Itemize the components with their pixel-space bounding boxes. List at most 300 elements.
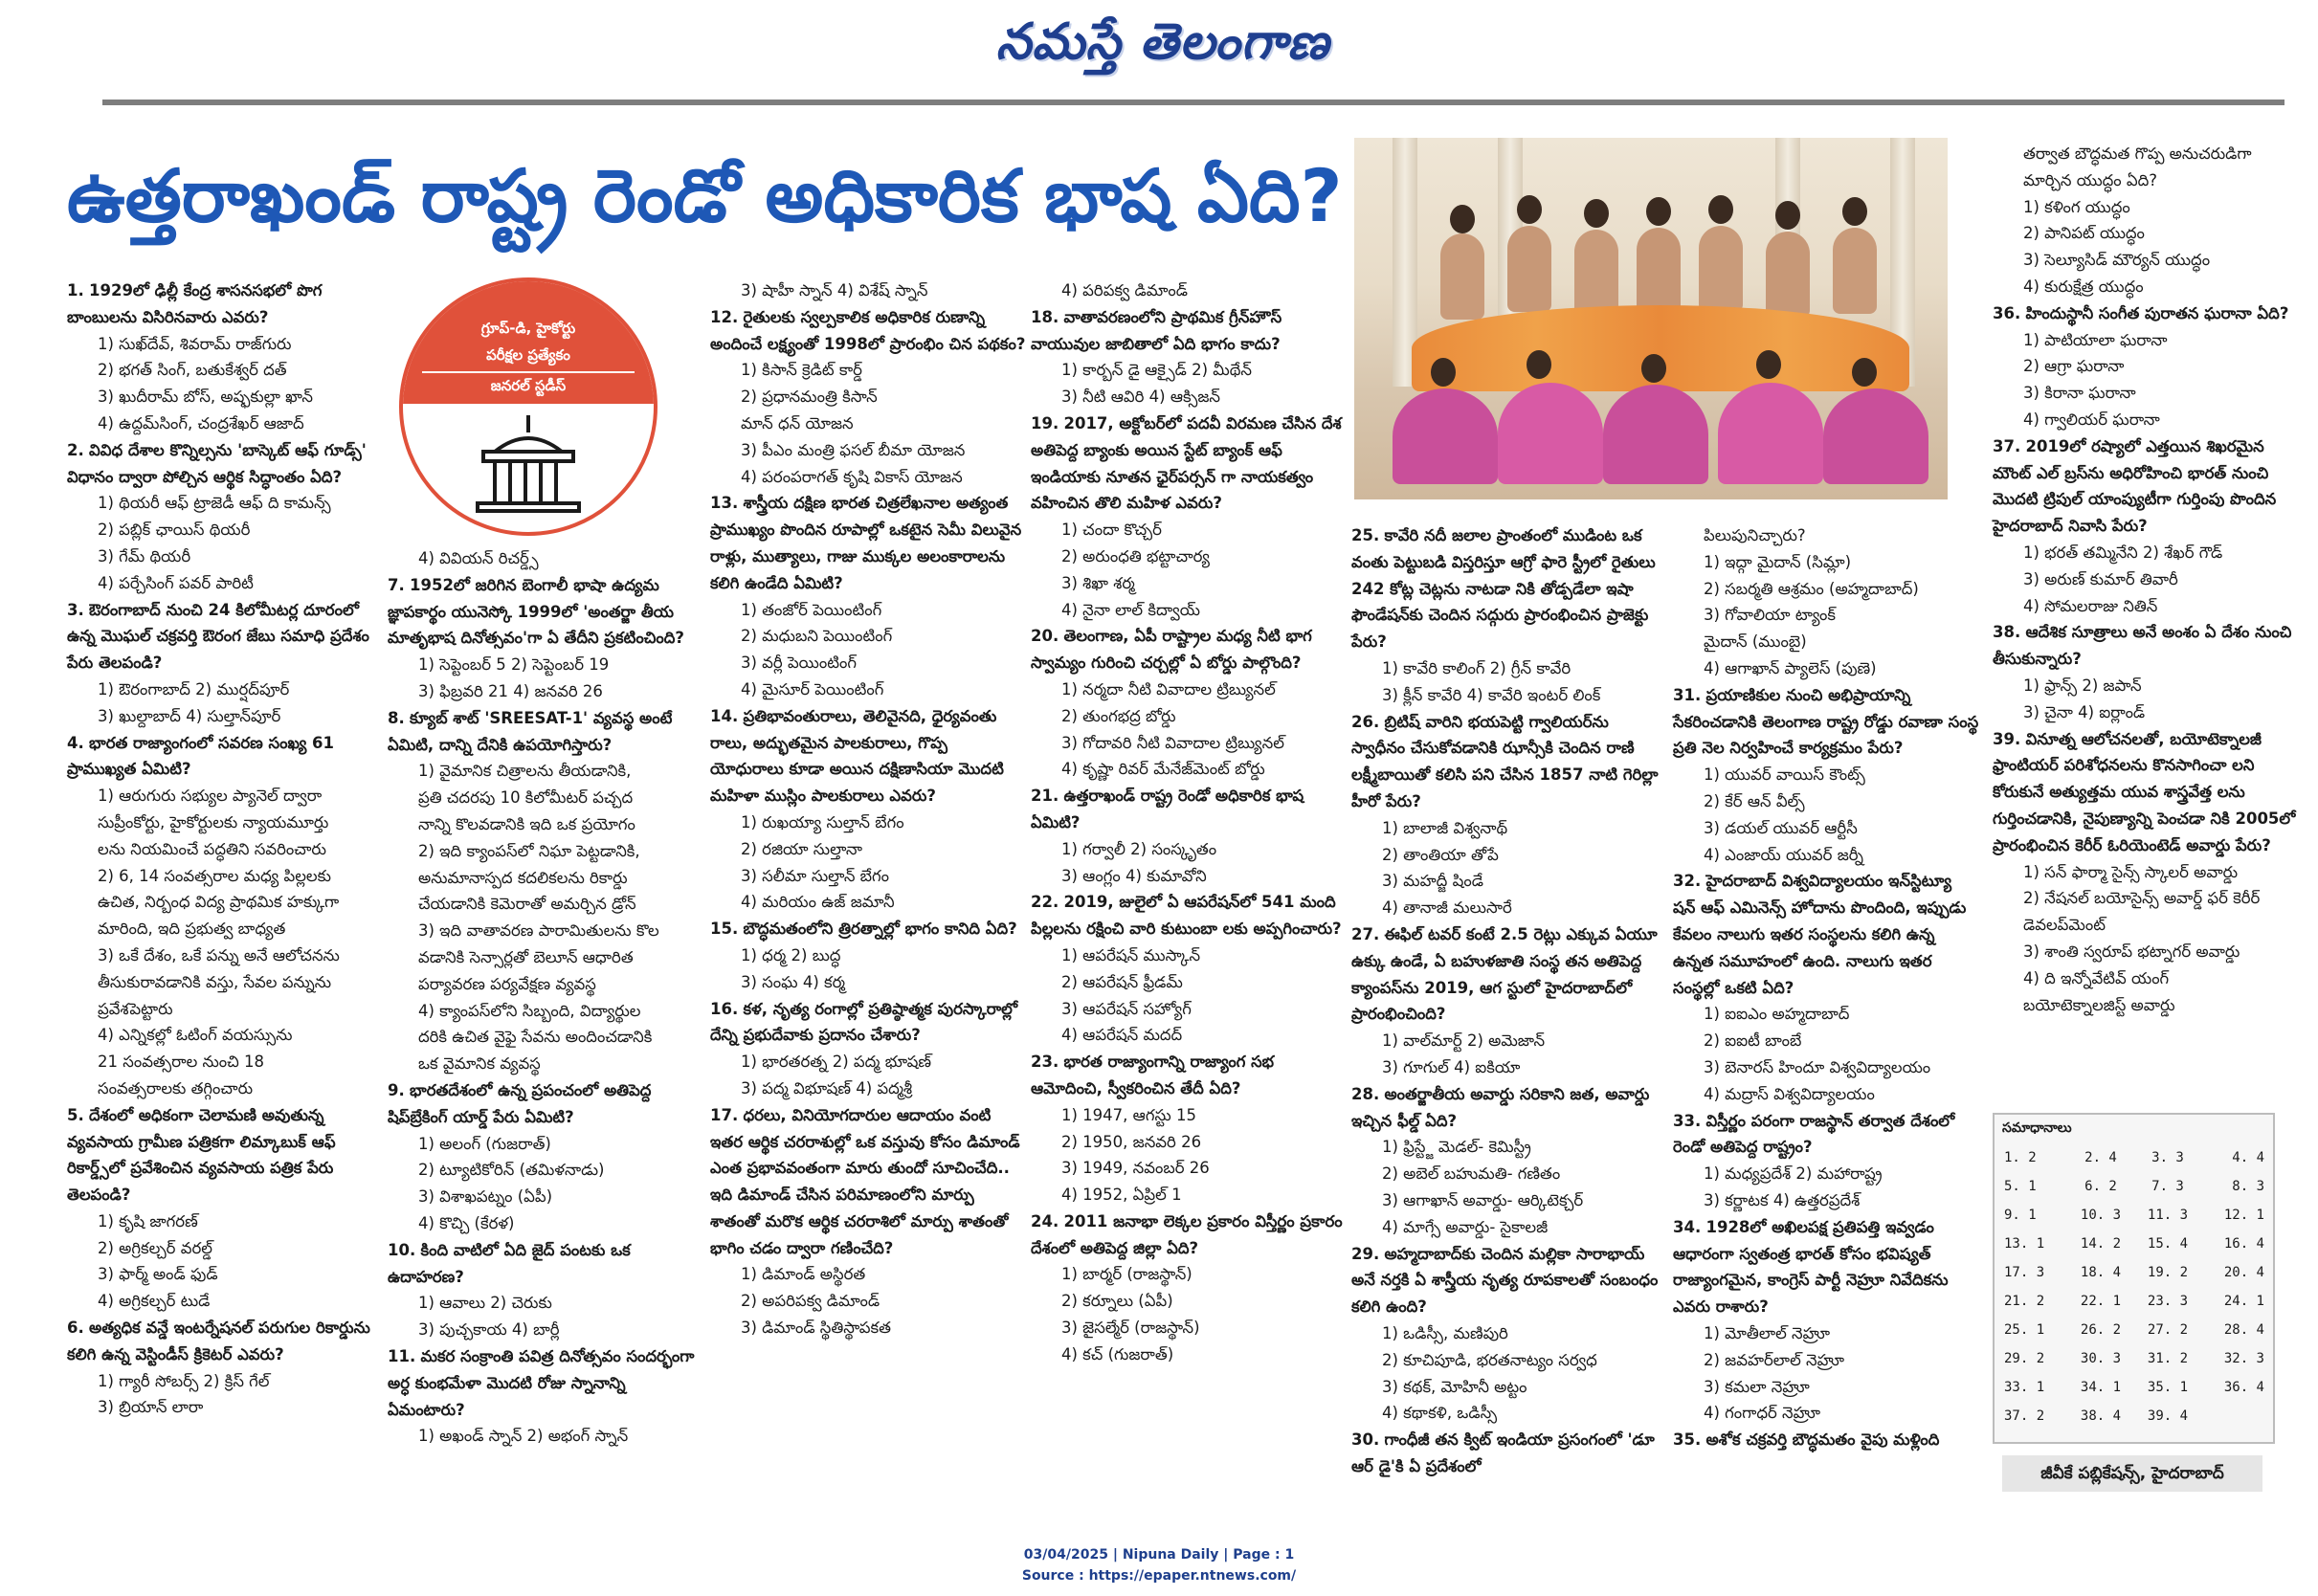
question-stem: వివిధ దేశాల కొన్నిల్సను 'బాస్కెట్ ఆఫ్ గూడ్స్' విధానం ద్వారా పోల్చిన ఆర్థిక సిద్ధాంతం ఏది? <box>67 440 367 486</box>
question-stem: 1952లో జరిగిన బెంగాలీ భాషా ఉద్యమ జ్ఞాపకార్థం యునెస్కో 1999లో 'అంతర్జా తీయ మాతృభాష దినోత్సవం'గా ఏ తేదీని ప్రకటించింది? <box>388 575 684 648</box>
answer-key-cell: 18. 4 <box>2080 1265 2122 1280</box>
answer-option: 4) నైనా లాల్ కిద్వాయ్ <box>1061 600 1200 619</box>
column-7 <box>1993 141 2299 1018</box>
masthead-divider <box>102 100 2285 105</box>
question-stem: ప్రయాణికుల నుంచి అభిప్రాయాన్ని సేకరించడానికి తెలంగాణ రాష్ట్ర రోడ్డు రవాణా సంస్థ ప్రతి నెల నిర్వహించే కార్యక్రమం పేరు? <box>1673 685 1979 758</box>
question-number: 12. <box>710 307 739 326</box>
question-number: 39. <box>1993 729 2021 748</box>
question-text <box>1031 410 1347 517</box>
answer-option: 4) కథాకళి, ఒడిస్సీ <box>1382 1404 1498 1423</box>
answer-option: 4) కృష్ణా రివర్ మేనేజ్‌మెంట్ బోర్డు <box>1061 760 1265 779</box>
answer-key-cell: 25. 1 <box>2004 1322 2045 1338</box>
answer-key-cell: 36. 4 <box>2223 1380 2264 1395</box>
answer-option: 4) ఆగాఖాన్ ప్యాలెస్ (పుణె) <box>1704 658 1877 677</box>
question-block <box>1351 1081 1667 1241</box>
answer-option: వడానికి సెన్సార్లతో బెలూన్ ఆధారిత <box>418 947 634 966</box>
question-stem: మకర సంక్రాంతి పవిత్ర దినోత్సవం సందర్భంగా అర్ధ కుంభమేళా మొదటి రోజు స్నానాన్ని ఏమంటారు? <box>388 1346 695 1419</box>
question-number: 2. <box>67 440 84 459</box>
answer-option: 1) సన్ ఫార్మా సైన్స్ స్కాలర్ అవార్డు <box>2023 862 2239 881</box>
question-number: 37. <box>1993 436 2021 455</box>
question-number: 15. <box>710 920 739 939</box>
answer-option: 1) ఐఐఎం అహ్మదాబాద్ <box>1704 1005 1850 1024</box>
badge-line-3: జనరల్ స్టడీస్ <box>490 377 567 394</box>
answer-option: 2) ఆగ్రా ఘరానా <box>2023 357 2125 376</box>
answer-option: 4) మాగ్సే అవార్డు- సైకాలజీ <box>1382 1217 1549 1236</box>
question-number: 14. <box>710 706 739 725</box>
answer-option: 3) కమలా నెహ్రూ <box>1704 1377 1810 1396</box>
answer-option: 3) ఆంగ్లం 4) కుమావోని <box>1061 866 1207 885</box>
question-block <box>1673 1108 1979 1214</box>
answer-option: 1) సెప్టెంబర్ 5 2) సెప్టెంబర్ 19 <box>418 655 610 675</box>
question-text <box>388 705 703 759</box>
answer-option: 4) ఆపరేషన్ మదద్ <box>1061 1026 1183 1045</box>
answer-key-cell: 32. 3 <box>2223 1351 2264 1366</box>
answer-option: 1) 1947, ఆగస్టు 15 <box>1061 1105 1196 1124</box>
question-number: 25. <box>1351 526 1380 544</box>
answer-option: 4) అగ్రికల్చర్ టుడే <box>98 1292 211 1311</box>
answer-key-cell: 29. 2 <box>2004 1351 2045 1366</box>
answer-option: సంవత్సరాలకు తగ్గించారు <box>98 1078 254 1097</box>
question-block <box>67 730 383 1102</box>
question-number: 22. <box>1031 893 1059 912</box>
question-block <box>1031 623 1347 783</box>
answer-key-cell: 1. 2 <box>2004 1150 2037 1165</box>
answer-option: 3) సెల్యూసిడ్ మౌర్యన్ యుద్ధం <box>2023 251 2211 270</box>
answer-option: 2) పానిపట్ యుద్ధం <box>2023 224 2145 243</box>
answer-key-row <box>2004 1201 2264 1230</box>
question-block <box>388 705 703 1077</box>
column-4 <box>1031 277 1347 1368</box>
question-block <box>1031 783 1347 889</box>
building-icon <box>403 281 654 532</box>
question-block <box>710 490 1026 702</box>
question-block <box>67 277 383 437</box>
answer-option: 4) తానాజీ మలుసారే <box>1382 898 1512 918</box>
question-stem: భారత రాజ్యాంగాన్ని రాజ్యాంగ సభ ఆమోదించి, స్వీకరించిన తేదీ ఏది? <box>1031 1053 1275 1097</box>
question-block <box>1993 726 2299 1019</box>
question-block <box>710 916 1026 995</box>
answer-option: దరికి ఉచిత వైఫై సేవను అందించడానికి <box>418 1028 653 1047</box>
badge-line-1: గ్రూప్-డి, హైకోర్టు <box>480 320 576 337</box>
question-stem: 2011 జనాభా లెక్కల ప్రకారం విస్తీర్ణం ప్రకారం దేశంలో అతిపెద్ద జిల్లా ఏది? <box>1031 1211 1343 1257</box>
answer-key-cell: 6. 2 <box>2084 1179 2117 1194</box>
answer-key-box <box>1993 1113 2275 1444</box>
question-stem: క్యూబ్ శాట్ 'SREESAT-1' వ్యవస్థ అంటే ఏమిటి, దాన్ని దేనికి ఉపయోగిస్తారు? <box>388 708 673 754</box>
question-stem: కావేరి నదీ జలాల ప్రాంతంలో ముడింట ఒక వంతు పెట్టుబడి విస్తరిస్తూ ఆగ్రో ఫారె స్ట్రీలో రైతులు 242 కోట్ల చెట్లను నాటడా నికి తోడ్పడేలా ఇషా ఫౌండేషన్‌కు చెందిన సద్గురు ప్రారంభించిన ప్రాజెక్టు పేరు? <box>1351 526 1656 652</box>
question-stem: గాంధీజీ తన క్విట్ ఇండియా ప్రసంగంలో 'డూ ఆర్ డై'కి ఏ ప్రదేశంలో <box>1351 1430 1655 1475</box>
question-text <box>67 730 383 784</box>
answer-key-cell: 9. 1 <box>2004 1208 2037 1223</box>
answer-key-cell: 5. 1 <box>2004 1179 2037 1194</box>
answer-option: 1) ఫ్రిస్ట్జే మెడల్- కెమిస్ట్రీ <box>1382 1138 1531 1157</box>
question-text <box>1031 304 1347 358</box>
question-stem: వినూత్న ఆలోచనలతో, బయోటెక్నాలజీ ఫ్రాంటియర్ పరిశోధనలను కొనసాగించా లని కోరుకునే అత్యుత్తమ యువ శాస్త్రవేత్త లను గుర్తించడానికి, నైపుణ్యాన్ని పెంచడా నికి 2005లో ప్రారంభించిన కెరీర్ ఓరియెంటెడ్ అవార్డు పేరు? <box>1993 729 2296 854</box>
answer-key-cell: 35. 1 <box>2147 1380 2189 1395</box>
answer-option: 3) ఫార్మ్ అండ్ ఫుడ్ <box>98 1265 218 1284</box>
answer-option: లను నియమించే పద్ధతిని సవరించారు <box>98 839 326 858</box>
answer-option: పిలుపునిచ్చారు? <box>1704 526 1806 544</box>
page-footer <box>0 1544 2318 1586</box>
question-stem: తెలంగాణ, ఏపీ రాష్ట్రాల మధ్య నీటి భాగ స్వామ్యం గురించి చర్చల్లో ఏ బోర్డు పాల్గొంది? <box>1031 627 1312 673</box>
answer-option: 2) నేషనల్ బయోసైన్స్ అవార్డ్ ఫర్ కెరీర్ <box>2023 889 2261 908</box>
answer-option: ఉచిత, నిర్బంధ విద్య ప్రాథమిక హక్కుగా <box>98 893 340 912</box>
question-block <box>710 277 1026 304</box>
answer-key-cell: 31. 2 <box>2147 1351 2189 1366</box>
question-text <box>710 703 1026 809</box>
answer-key-cell: 37. 2 <box>2004 1408 2045 1424</box>
answer-key-cell: 7. 3 <box>2151 1179 2184 1194</box>
answer-option: 3) పుచ్చకాయ 4) బార్లీ <box>418 1320 560 1340</box>
question-block <box>1031 1208 1347 1368</box>
answer-key-row <box>2004 1373 2264 1402</box>
answer-option: 4) ఎంజాయ్ యువర్ జర్నీ <box>1704 845 1863 864</box>
answer-key-cell: 34. 1 <box>2080 1380 2122 1395</box>
question-text <box>710 916 1026 942</box>
question-stem: కళ, నృత్య రంగాల్లో ప్రతిష్ఠాత్మక పురస్కారాల్లో దేన్ని ప్రభుదేవాకు ప్రదానం చేశారు? <box>710 999 1018 1045</box>
answer-key-cell: 26. 2 <box>2080 1322 2122 1338</box>
answer-option: సుప్రీంకోర్టు, హైకోర్టులకు న్యాయమూర్తు <box>98 812 329 831</box>
question-block <box>67 597 383 730</box>
answer-option: 2) ట్యూటికోరిన్ (తమిళనాడు) <box>418 1161 605 1180</box>
answer-option: 1) పాటియాలా ఘరానా <box>2023 330 2168 349</box>
answer-option: 1) తంజోర్ పెయింటింగ్ <box>741 600 882 619</box>
publisher-credit: జీవీకే పబ్లికేషన్స్, హైదరాబాద్ <box>2002 1455 2262 1492</box>
column-5 <box>1351 522 1667 1480</box>
answer-option: 2) అగ్రికల్చర్ వరల్డ్ <box>98 1238 212 1257</box>
masthead <box>0 0 2318 96</box>
answer-option: 3) బెనారస్ హిందూ విశ్వవిద్యాలయం <box>1704 1057 1931 1076</box>
question-number: 6. <box>67 1319 84 1338</box>
question-block <box>1351 709 1667 921</box>
question-text <box>1031 623 1347 676</box>
answer-key-cell: 14. 2 <box>2080 1236 2122 1252</box>
answer-option: 4) మద్రాస్ విశ్వవిద్యాలయం <box>1704 1084 1875 1103</box>
answer-option: 1) కిసాన్ క్రెడిట్ కార్డ్ <box>741 361 862 380</box>
question-block <box>1993 433 2299 620</box>
newspaper-logo: నమస్తే తెలంగాణ <box>995 13 1330 71</box>
answer-key-cell: 4. 4 <box>2232 1150 2264 1165</box>
answer-option: 3) ఇది వాతావరణ పారామితులను కొల <box>418 921 659 941</box>
answer-option: 4) పర్చేసింగ్ పవర్ పారిటీ <box>98 573 254 592</box>
question-text <box>710 996 1026 1050</box>
question-number: 1. <box>67 281 84 299</box>
question-block <box>388 572 703 705</box>
answer-key-cell: 22. 1 <box>2080 1294 2122 1309</box>
answer-option: 3) బ్రియాన్ లారా <box>98 1398 204 1417</box>
question-stem: 1929లో ఢిల్లీ కేంద్ర శాసనసభలో పొగ బాంబులను విసిరినవారు ఎవరు? <box>67 281 323 326</box>
question-number: 19. <box>1031 413 1059 432</box>
answer-option: 3) శిఖా శర్మ <box>1061 573 1135 592</box>
answer-option: 3) షాహీ స్నాన్ 4) విశేష్ స్నాన్ <box>741 281 928 299</box>
answer-option: 1) యువర్ వాయిస్ కౌంట్స్ <box>1704 765 1865 785</box>
answer-option: 2) ఆపరేషన్ ఫ్రీడమ్ <box>1061 972 1183 991</box>
answer-option: 3) డిమాండ్ స్థితిస్థాపకత <box>741 1319 891 1338</box>
question-block <box>1351 1241 1667 1428</box>
answer-option: 3) చైనా 4) ఐర్లాండ్ <box>2023 702 2146 721</box>
question-block <box>710 996 1026 1102</box>
question-stem: అంతర్జాతీయ అవార్డు సరికాని జత, అవార్డు ఇచ్చిన ఫీల్డ్ ఏది? <box>1351 1084 1650 1130</box>
answer-option: 3) పద్మ విభూషణ్ 4) పద్మశ్రీ <box>741 1078 913 1097</box>
answer-option: 2) 1950, జనవరి 26 <box>1061 1132 1202 1151</box>
answer-option: 3) అరుణ్ కుమార్ తివారీ <box>2023 569 2178 588</box>
question-text <box>1673 682 1979 762</box>
answer-option: 3) గేమ్ థియరీ <box>98 546 191 565</box>
answer-option: 1) గర్వాలీ 2) సంస్కృతం <box>1061 839 1217 858</box>
answer-option: 1) వైమానిక చిత్రాలను తీయడానికి, <box>418 762 632 781</box>
answer-option: 1) మోతీలాల్ నెహ్రూ <box>1704 1323 1831 1342</box>
question-number: 34. <box>1673 1217 1702 1236</box>
answer-option: 4) క్యాంపస్‌లోని సిబ్బంది, విద్యార్థుల <box>418 1001 641 1020</box>
question-number: 9. <box>388 1080 405 1099</box>
answer-option: 1) బాలాజీ విశ్వనాథ్ <box>1382 818 1508 837</box>
answer-option: 1) ఆవాలు 2) చెరుకు <box>418 1294 552 1313</box>
question-stem: కింది వాటిలో ఏది జైద్ పంటకు ఒక ఉదాహరణ? <box>388 1240 631 1286</box>
answer-option: 1) అఖండ్ స్నాన్ 2) అభంగ్ స్నాన్ <box>418 1427 629 1446</box>
question-text <box>1993 300 2299 327</box>
answer-option: 4) గంగాధర్ నెహ్రూ <box>1704 1404 1821 1423</box>
answer-option: పర్యావరణ పర్యవేక్షణ వ్యవస్థ <box>418 974 596 993</box>
question-text <box>1031 1049 1347 1102</box>
question-stem: 2019లో రష్యాలో ఎత్తయిన శిఖరమైన మౌంట్ ఎల్ బ్రస్‌ను అధిరోహించి భారత్ నుంచి మొదటి ట్రిపుల్ యాంప్యుటీగా గుర్తింపు పొందిన హైదరాబాద్ నివాసి పేరు? <box>1993 436 2277 536</box>
answer-option: 2) కర్నూలు (ఏపీ) <box>1061 1292 1173 1311</box>
question-block <box>1673 1214 1979 1427</box>
question-block <box>388 545 703 572</box>
answer-option: 2) అబెల్ బహుమతి- గణితం <box>1382 1164 1561 1184</box>
question-stem: విస్తీర్ణం పరంగా రాజస్థాన్ తర్వాత దేశంలో రెండో అతిపెద్ద రాష్ట్రం? <box>1673 1111 1955 1157</box>
question-stem: ఆదేశిక సూత్రాలు అనే అంశం ఏ దేశం నుంచి తీసుకున్నారు? <box>1993 623 2292 669</box>
question-block <box>67 1102 383 1315</box>
column-6 <box>1673 522 1979 1453</box>
question-number: 4. <box>67 733 84 752</box>
question-block <box>1673 522 1979 682</box>
footer-date-line: 03/04/2025 | Nipuna Daily | Page : 1 <box>1023 1547 1295 1563</box>
answer-option: 1) ఔరంగాబాద్ 2) ముర్షద్‌పూర్ <box>98 679 290 698</box>
answer-option: 1) వాల్‌మార్ట్ 2) అమెజాన్ <box>1382 1031 1546 1051</box>
dancers-photo <box>1354 138 1948 499</box>
answer-key-cell: 24. 1 <box>2223 1294 2264 1309</box>
answer-option: 1) గ్యారీ సోబర్స్ 2) క్రిస్ గేల్ <box>98 1371 270 1390</box>
question-block <box>67 437 383 597</box>
answer-option: 1) కృషి జాగరణ్ <box>98 1211 198 1230</box>
question-block <box>1351 921 1667 1081</box>
question-number: 31. <box>1673 685 1702 704</box>
answer-option: 2) సబర్మతి ఆశ్రమం (అహ్మదాబాద్) <box>1704 579 1919 598</box>
question-stem: అశోక చక్రవర్తి బౌద్ధమతం వైపు మళ్లింది <box>1705 1430 1940 1450</box>
answer-key-cell: 30. 3 <box>2080 1351 2122 1366</box>
answer-key-row <box>2004 1402 2264 1430</box>
column-3 <box>710 277 1026 1341</box>
question-number: 36. <box>1993 303 2021 322</box>
answer-option: 4) మరియం ఉజ్ జమానీ <box>741 893 895 912</box>
answer-key-cell: 38. 4 <box>2080 1408 2122 1424</box>
answer-option: డెవలప్‌మెంట్ <box>2023 916 2106 935</box>
answer-option: 1) డిమాండ్ అస్థిరత <box>741 1265 866 1284</box>
question-block <box>1673 682 1979 869</box>
answer-option: 4) 1952, ఏప్రిల్ 1 <box>1061 1186 1182 1205</box>
question-block <box>1993 619 2299 725</box>
question-stem: ఉత్తరాఖండ్ రాష్ట్ర రెండో అధికారిక భాష ఏమిటి? <box>1031 787 1304 831</box>
answer-option: 2) పబ్లిక్ ఛాయిస్ థియరీ <box>98 521 251 540</box>
answer-option: 4) ఉద్దమ్‌సింగ్, చంద్రశేఖర్ ఆజాద్ <box>98 413 304 432</box>
answer-key-row <box>2004 1230 2264 1258</box>
question-stem: వాతావరణంలోని ప్రాథమిక గ్రీన్‌హౌస్ వాయువుల జాబితాలో ఏది భాగం కాదు? <box>1031 307 1282 353</box>
question-stem: ప్రతిభావంతురాలు, తెలివైనది, ధైర్యవంతు రాలు, అద్భుతమైన పాలకురాలు, గొప్ప యోధురాలు కూడా అయిన దక్షిణాసియా మొదటి మహిళా ముస్లిం పాలకురాలు ఎవరు? <box>710 706 1004 806</box>
answer-option: చేయడానికి కెమెరాతో అమర్చిన డ్రోన్ <box>418 895 636 914</box>
answer-option: 3) ఫిబ్రవరి 21 4) జనవరి 26 <box>418 681 603 700</box>
answer-key-row <box>2004 1287 2264 1316</box>
question-block <box>1673 1427 1979 1453</box>
answer-option: 1) బార్మర్ (రాజస్థాన్) <box>1061 1265 1192 1284</box>
question-number: 33. <box>1673 1111 1702 1130</box>
answer-key-row <box>2004 1143 2264 1172</box>
question-text <box>1351 522 1667 655</box>
answer-option: 3) జైసల్మేర్ (రాజస్థాన్) <box>1061 1319 1200 1338</box>
answer-key-cell: 23. 3 <box>2147 1294 2189 1309</box>
answer-option: 3) క్లీన్ కావేరి 4) కావేరి ఇంటర్ లింక్ <box>1382 685 1601 704</box>
question-text <box>1031 1208 1347 1262</box>
question-stem: రైతులకు స్వల్పకాలిక అధికారిక రుణాన్ని అందించే లక్ష్యంతో 1998లో ప్రారంభిం చిన పథకం? <box>710 307 1026 353</box>
answer-option: 1) ఆరుగురు సభ్యుల ప్యానెల్ ద్వారా <box>98 787 323 806</box>
answer-option: 3) పీఎం మంత్రి ఫసల్ బీమా యోజన <box>741 440 966 459</box>
answer-key-cell: 12. 1 <box>2223 1208 2264 1223</box>
answer-key-cell: 8. 3 <box>2232 1179 2264 1194</box>
answer-option: 3) మహద్జీ షిండే <box>1382 872 1483 891</box>
answer-option: ప్రతి చదరపు 10 కిలోమీటర్ పచ్చద <box>418 788 634 808</box>
question-text <box>1351 1241 1667 1320</box>
question-text <box>388 1237 703 1291</box>
question-text <box>1351 709 1667 815</box>
question-number: 35. <box>1673 1430 1702 1450</box>
badge-line-2: పరీక్షల ప్రత్యేకం <box>486 346 570 364</box>
answer-key-row <box>2004 1316 2264 1344</box>
question-stem: హిందుస్థానీ సంగీత పురాతన ఘరానా ఏది? <box>2025 303 2289 322</box>
answer-option: 4) వివియన్ రిచర్డ్స్ <box>418 549 539 567</box>
answer-option: 1) కార్బన్ డై ఆక్సైడ్ 2) మీథేన్ <box>1061 361 1252 380</box>
answer-key-title: సమాధానాలు <box>2002 1120 2072 1136</box>
question-stem: భారత రాజ్యాంగంలో సవరణ సంఖ్య 61 ప్రాముఖ్యత ఏమిటి? <box>67 733 335 779</box>
question-text <box>710 304 1026 358</box>
answer-option: 3) గూగుల్ 4) ఐకియా <box>1382 1057 1521 1076</box>
question-stem: 2017, అక్టోబర్‌లో పదవీ విరమణ చేసిన దేశ అతిపెద్ద బ్యాంకు అయిన స్టేట్ బ్యాంక్ ఆఫ్ ఇండియాకు నూతన ఛైర్‌పర్సన్ గా నాయకత్వం వహించిన తొలి మహిళ ఎవరు? <box>1031 413 1342 513</box>
question-number: 28. <box>1351 1084 1380 1103</box>
question-number: 16. <box>710 999 739 1018</box>
question-number: 11. <box>388 1346 416 1365</box>
answer-option: 2) ప్రధానమంత్రి కిసాన్ <box>741 388 878 407</box>
answer-option: 1) నర్మదా నీటి వివాదాల ట్రిబ్యునల్ <box>1061 679 1276 698</box>
answer-key-cell: 2. 4 <box>2084 1150 2117 1165</box>
answer-option: 2) తుంగభద్ర బోర్డు <box>1061 706 1176 725</box>
question-block <box>388 1237 703 1343</box>
answer-option: 1) చందా కొచ్చర్ <box>1061 521 1162 540</box>
question-block <box>1351 1427 1667 1480</box>
question-number: 10. <box>388 1240 416 1259</box>
exam-badge <box>399 277 658 536</box>
answer-option: 2) 6, 14 సంవత్సరాల మధ్య పిల్లలకు <box>98 866 331 885</box>
answer-key-cell: 10. 3 <box>2080 1208 2122 1223</box>
answer-option: నాన్ని కొలవడానికి ఇది ఒక ప్రయోగం <box>418 814 635 833</box>
question-stem: ఔరంగాబాద్ నుంచి 24 కిలోమీటర్ల దూరంలో ఉన్న మొఘల్ చక్రవర్తి ఔరంగ జేబు సమాధి ప్రదేశం పేరు తెలపండి? <box>67 600 369 673</box>
question-number: 7. <box>388 575 405 594</box>
question-number: 13. <box>710 494 739 513</box>
answer-option: 1) ఆపరేషన్ ముస్కాన్ <box>1061 945 1201 964</box>
answer-option: 2) ఇది క్యాంపస్‌లో నిఘా పెట్టడానికి, <box>418 841 640 860</box>
answer-option: 4) పరంపరాగత్ కృషి వికాస్ యోజన <box>741 467 963 486</box>
question-block <box>710 1102 1026 1341</box>
question-number: 27. <box>1351 924 1380 943</box>
question-stem: 1928లో అఖిలపక్ష ప్రతిపత్తి ఇవ్వడం ఆధారంగా స్వతంత్ర భారత్ కోసం భవిష్యత్ రాజ్యాంగమైన, కాంగ్రెస్ పార్టీ నెహ్రూ నివేదికను ఎవరు రాశారు? <box>1673 1217 1949 1317</box>
question-block <box>388 1077 703 1237</box>
column-2 <box>388 545 703 1450</box>
answer-key-row <box>2004 1344 2264 1373</box>
question-stem: 2019, జులైలో ఏ ఆపరేషన్‌లో 541 మంది పిల్లలను రక్షించి వారి కుటుంబా లకు అప్పగించారు? <box>1031 893 1342 939</box>
answer-option: 3) సలీమా సుల్తాన్ బేగం <box>741 866 890 885</box>
answer-key-cell: 19. 2 <box>2147 1265 2189 1280</box>
answer-key-cell <box>2205 1402 2264 1430</box>
answer-option: 1) థియరీ ఆఫ్ ట్రాజెడీ ఆఫ్ ది కామన్స్ <box>98 494 331 513</box>
answer-option: 1) ఫ్రాన్స్ 2) జపాన్ <box>2023 676 2142 695</box>
answer-option: 3) కిరానా ఘరానా <box>2023 384 2136 403</box>
question-stem: శాస్త్రీయ దక్షిణ భారత చిత్రలేఖనాల అత్యంత ప్రాముఖ్యం పొందిన రూపాల్లో ఒకటైన సెమీ విలువైన రాళ్లు, ముత్యాలు, గాజు ముక్కల అలంకారాలను కలిగి ఉండేది ఏమిటి? <box>710 494 1022 592</box>
answer-key-cell: 28. 4 <box>2223 1322 2264 1338</box>
question-text <box>1351 921 1667 1028</box>
answer-option: తర్వాత బౌద్ధమత గొప్ప అనుచరుడిగా <box>2023 144 2252 163</box>
question-number: 29. <box>1351 1244 1380 1263</box>
answer-option: 3) ఆపరేషన్ సహ్యోగ్ <box>1061 999 1192 1018</box>
question-text <box>1673 1108 1979 1162</box>
answer-key-cell: 3. 3 <box>2151 1150 2184 1165</box>
question-text <box>1031 783 1347 836</box>
question-number: 5. <box>67 1105 84 1124</box>
answer-option: మార్చిన యుద్ధం ఏది? <box>2023 170 2158 189</box>
answer-option: 1) మధ్యప్రదేశ్ 2) మహారాష్ట్ర <box>1704 1164 1883 1184</box>
question-text <box>1993 433 2299 540</box>
answer-key-cell: 39. 4 <box>2147 1408 2189 1424</box>
question-text <box>388 572 703 652</box>
answer-key-cell: 27. 2 <box>2147 1322 2189 1338</box>
answer-option: 3) శాంతి స్వరూప్ భట్నాగర్ అవార్డు <box>2023 942 2240 961</box>
answer-option: 4) కచ్ (గుజరాత్) <box>1061 1344 1174 1363</box>
answer-option: 21 సంవత్సరాల నుంచి 18 <box>98 1053 265 1072</box>
question-block <box>710 304 1026 491</box>
question-stem: దేశంలో అధికంగా చెలామణి అవుతున్న వ్యవసాయ గ్రామీణ పత్రికగా లిమ్కాబుక్ ఆఫ్ రికార్డ్స్‌లో ప్రవేశించిన వ్యవసాయ పత్రిక పేరు తెలపండి? <box>67 1105 336 1205</box>
question-number: 38. <box>1993 623 2021 642</box>
question-text <box>1031 889 1347 942</box>
answer-option: 3) ఖుల్దాబాద్ 4) సుల్తాన్‌పూర్ <box>98 706 281 725</box>
answer-option: 3) ఆగాఖాన్ అవార్డు- ఆర్కిటెక్చర్ <box>1382 1190 1584 1209</box>
question-text <box>1673 1427 1979 1453</box>
answer-option: 1) ఇద్గా మైదాన్ (సిమ్లా) <box>1704 552 1852 571</box>
answer-option: 4) ది ఇన్నోవేటివ్ యంగ్ <box>2023 968 2170 987</box>
answer-key-cell: 17. 3 <box>2004 1265 2045 1280</box>
answer-option: 3) ఖుదీరామ్ బోస్, అష్ఫకుల్లా ఖాన్ <box>98 388 313 407</box>
question-block <box>710 703 1026 916</box>
answer-option: 2) జవహర్‌లాల్ నెహ్రూ <box>1704 1350 1845 1369</box>
question-block <box>1673 868 1979 1107</box>
answer-option: 3) వర్లీ పెయింటింగ్ <box>741 654 857 673</box>
answer-option: 2) ఐఐటీ బాంబే <box>1704 1031 1802 1051</box>
footer-source-line: Source : https://epaper.ntnews.com/ <box>1021 1568 1297 1584</box>
answer-option: 4) సోమలరాజు నితిన్ <box>2023 596 2158 615</box>
question-block <box>1031 277 1347 304</box>
question-block <box>1031 304 1347 410</box>
question-number: 32. <box>1673 872 1702 891</box>
question-block <box>67 1315 383 1421</box>
question-number: 24. <box>1031 1211 1059 1230</box>
answer-option: 4) కొచ్చి (కేరళ) <box>418 1213 515 1232</box>
question-text <box>1993 726 2299 859</box>
question-number: 23. <box>1031 1053 1059 1072</box>
column-1 <box>67 277 383 1421</box>
